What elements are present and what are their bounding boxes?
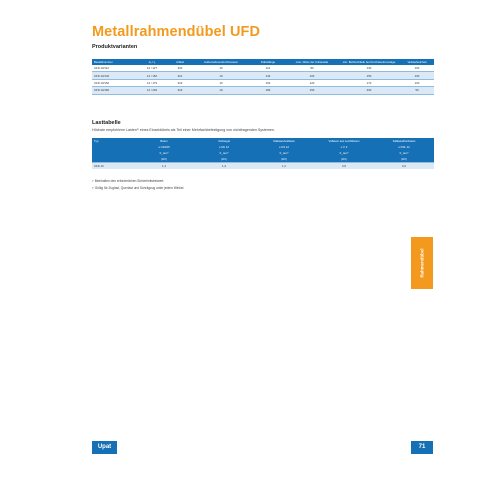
table-cell: UFD 10/112 <box>92 65 136 72</box>
table-cell: 130 <box>338 65 400 72</box>
table-cell: 150 <box>286 87 338 94</box>
column-header: Vollziegel <box>194 138 254 144</box>
table-cell: 0,5 <box>314 163 374 170</box>
table-cell: 50 <box>400 87 434 94</box>
column-header: Beton <box>134 138 194 144</box>
table-cell: UFD 10/182 <box>92 87 136 94</box>
side-tab <box>411 237 433 289</box>
column-header: Dübellänge <box>250 59 286 65</box>
side-tab-label: Rahmendübel <box>419 248 425 278</box>
column-header: d₀ / l₁ <box>136 59 168 65</box>
column-header: ≥ Mz 12 <box>194 144 254 150</box>
table-cell: 132 <box>250 72 286 79</box>
table-cell: UFD 10/152 <box>92 79 136 86</box>
column-header: [kN] <box>134 156 194 163</box>
table-cell: 100 <box>286 72 338 79</box>
column-header: ≥ C20/25 <box>134 144 194 150</box>
footnote: ¹⁾ Beinhalten den erforderlichen Sicherheitsbeiwert. <box>92 179 165 183</box>
column-header: Typ <box>92 138 134 144</box>
table-cell: 10 <box>192 65 250 72</box>
table-cell: UFD 10 <box>92 163 134 170</box>
column-header: [kN] <box>374 156 434 163</box>
table-cell: 14 / 202 <box>136 87 168 94</box>
table-cell: 10 <box>192 79 250 86</box>
table-row <box>92 65 434 72</box>
page-title: Metallrahmendübel UFD <box>92 24 261 40</box>
column-header: [kN] <box>314 156 374 163</box>
column-header: ≥ KSL 12 <box>374 144 434 150</box>
table-cell: UFD 10/132 <box>92 72 136 79</box>
table-cell: 182 <box>250 87 286 94</box>
table-cell: 320 <box>168 65 192 72</box>
table-cell: 100 <box>400 65 434 72</box>
column-header: Außenrahmendurchmesser <box>192 59 250 65</box>
table-cell: 14 / 179 <box>136 79 168 86</box>
intro-text: Höchste empfohlene Lasten¹⁾ eines Einzeldübels als Teil einer Mehrfachbefestigung von nichttragenden Systemen. <box>92 128 275 132</box>
column-header: Artikel <box>168 59 192 65</box>
table-cell: 10 <box>192 87 250 94</box>
table-cell: 14 / 127 <box>136 65 168 72</box>
section-title: Lasttabelle <box>92 120 121 126</box>
column-header: [kN] <box>254 156 314 163</box>
column-header: F_rec²⁾ <box>254 150 314 156</box>
table-row <box>92 87 434 94</box>
column-header: max. Dicke der Anbauteile <box>286 59 338 65</box>
table-cell: 170 <box>338 79 400 86</box>
table-row <box>92 79 434 86</box>
table-cell: 120 <box>286 79 338 86</box>
column-header: Vollstein aus Leichtbeton <box>314 138 374 144</box>
column-header: ≥ V 2 <box>314 144 374 150</box>
column-header: Verkaufseinheit <box>400 59 434 65</box>
column-header: F_rec²⁾ <box>374 150 434 156</box>
subtitle: Produktvarianten <box>92 44 138 50</box>
page-number: 71 <box>411 441 433 454</box>
load-table <box>92 138 434 169</box>
table-cell: 200 <box>338 87 400 94</box>
table-cell: 100 <box>400 72 434 79</box>
table-cell: 150 <box>338 72 400 79</box>
column-header: ≥ KS 12 <box>254 144 314 150</box>
column-header: F_rec²⁾ <box>194 150 254 156</box>
table-cell: 1,3 <box>194 163 254 170</box>
table-cell: 321 <box>168 72 192 79</box>
footnote: ²⁾ Gültig für Zuglast, Querlast und Schrägzug unter jedem Winkel. <box>92 186 185 190</box>
column-header: Kalksandlochstein <box>374 138 434 144</box>
table-cell: 112 <box>250 65 286 72</box>
table-cell: 0,6 <box>374 163 434 170</box>
brand-logo: Upat <box>92 441 117 454</box>
column-header: F_rec²⁾ <box>134 150 194 156</box>
table-cell: 323 <box>168 87 192 94</box>
column-header: Bestellnummer <box>92 59 136 65</box>
variants-table <box>92 59 434 95</box>
column-header: F_rec²⁾ <box>314 150 374 156</box>
table-cell: 322 <box>168 79 192 86</box>
column-header: [kN] <box>194 156 254 163</box>
column-header: min. Bohrlochtiefe bei Durchsteckmontage <box>338 59 400 65</box>
table-cell: 1,2 <box>254 163 314 170</box>
table-cell: 14 / 152 <box>136 72 168 79</box>
column-header: Kalksandvollstein <box>254 138 314 144</box>
table-cell: 100 <box>400 79 434 86</box>
table-cell: 152 <box>250 79 286 86</box>
table-row <box>92 72 434 79</box>
table-cell: 1,4 <box>134 163 194 170</box>
table-row <box>92 163 434 170</box>
table-cell: 80 <box>286 65 338 72</box>
table-cell: 10 <box>192 72 250 79</box>
